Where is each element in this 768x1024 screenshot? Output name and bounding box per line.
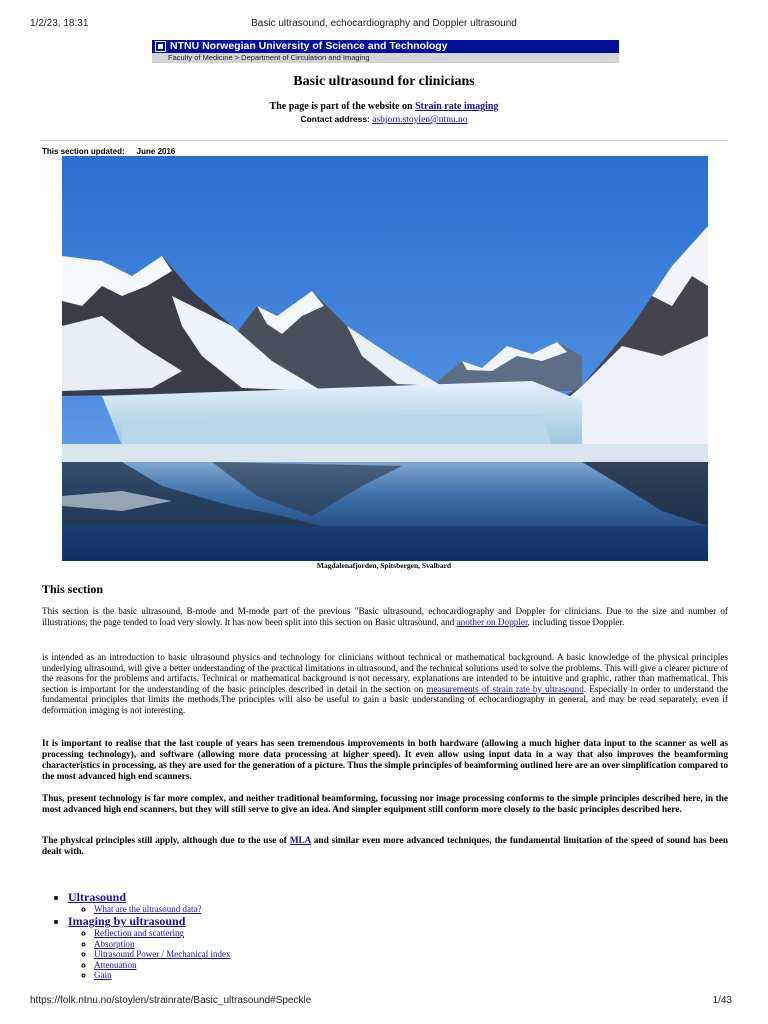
ntnu-logo-icon (155, 41, 166, 52)
mla-link[interactable]: MLA (289, 836, 311, 846)
toc-link-attenuation[interactable]: Attenuation (94, 959, 137, 970)
paragraph-5 (42, 836, 728, 858)
paragraph-1-text: This section is the basic ultrasound, B-mode and M-mode part of the previous "Basic ultrasound, echocardiography and Doppler for clinicians. Due to the size and number of illustrations, the page tended to load very slowly. It has now been split into this section on Basic ultrasound, and (42, 606, 728, 627)
breadcrumb-text: Faculty of Medicine > Department of Circulation and Imaging (168, 53, 370, 62)
toc-link-ultrasound[interactable]: Ultrasound (68, 890, 127, 904)
paragraph-2 (42, 652, 728, 716)
print-footer (0, 995, 768, 1009)
print-doc-title: Basic ultrasound, echocardiography and Doppler ultrasound (251, 18, 517, 29)
intro-line (0, 101, 768, 112)
toc-subitem (94, 960, 656, 970)
updated-value: June 2016 (136, 147, 176, 156)
paragraph-2-text: is intended as an introduction to basic ultrasound physics and technology for clinicians without technical or mathematical background. A basic knowledge of the physical principles underlying ultrasound, will give a better understanding of the practical limitations in ultrasound, and the technical solutions used to solve the problems. This will give a clearer picture of the reasons for the problems and artifacts. Technical or mathematical background is not necessary, explanations are intended to be intuitive and graphic, rather than mathematical. This section is important for the understanding of the basic principles described in detail in the section on (42, 652, 728, 694)
print-header (0, 18, 768, 32)
updated-label: This section updated: (42, 147, 125, 156)
contact-label: Contact address: (300, 114, 373, 124)
contact-line (0, 114, 768, 125)
intro-text: The page is part of the website on (269, 101, 416, 112)
toc-item-imaging (68, 914, 656, 980)
table-of-contents (56, 890, 656, 980)
section-heading: This section (42, 582, 104, 596)
ntnu-banner (152, 40, 619, 53)
print-page-number: 1/43 (712, 995, 732, 1006)
photo-caption: Magdalenafjorden, Spitsbergen, Svalbard (316, 561, 452, 570)
section-updated (42, 147, 175, 156)
toc-subitem (94, 928, 656, 938)
paragraph-5-text: The physical principles still apply, although due to the use of (42, 836, 290, 846)
toc-subitem (94, 939, 656, 949)
toc-link-ultrasound-data[interactable]: What are the ultrasound data? (94, 904, 202, 914)
toc-subitem (94, 949, 656, 959)
toc-link-reflection[interactable]: Reflection and scattering (94, 928, 184, 939)
page-title: Basic ultrasound for clinicians (293, 74, 475, 89)
toc-link-gain[interactable]: Gain (94, 970, 112, 981)
toc-link-absorption[interactable]: Absorption (94, 938, 135, 949)
paragraph-1-text-end: , including tissue Doppler. (527, 616, 625, 627)
fjord-photo (62, 156, 708, 561)
toc-item-ultrasound (68, 890, 656, 914)
paragraph-5-text-end: and similar even more advanced techniques, the fundamental limitation of the speed of sound has been dealt with. (42, 836, 729, 857)
strain-rate-measurements-link[interactable]: measurements of strain rate by ultrasound (426, 683, 584, 694)
toc-subitem (94, 904, 656, 914)
toc-link-imaging[interactable]: Imaging by ultrasound (68, 914, 186, 929)
print-datetime: 1/2/23, 18:31 (30, 18, 89, 29)
paragraph-1 (42, 606, 728, 627)
toc-subitem (94, 970, 656, 980)
toc-link-power[interactable]: Ultrasound Power / Mechanical index (94, 949, 231, 960)
banner-title: NTNU Norwegian University of Science and Technology (170, 40, 448, 52)
doppler-link[interactable]: another on Doppler (456, 616, 528, 627)
strain-rate-link[interactable]: Strain rate imaging (415, 101, 499, 112)
contact-email-link[interactable]: asbjorn.stoylen@ntnu.no (372, 115, 468, 125)
paragraph-4: Thus, present technology is far more complex, and neither traditional beamforming, focussing nor image processing conforms to the simple principles described here, in the most advanced high end scanners, but they will still serve to give an idea. And simpler equipment still conform more closely to the basic principles described here. (42, 794, 728, 815)
print-url: https://folk.ntnu.no/stoylen/strainrate/Basic_ultrasound#Speckle (30, 995, 312, 1006)
divider (40, 140, 728, 141)
paragraph-2-text-end: . Especially in order to understand the fundamental principles that limits the methods.The principles will also be useful to gain a basic understanding of echocardiography in general, and may be read separately, even if deformation imaging is not interesting. (42, 683, 729, 715)
banner-breadcrumb (152, 53, 619, 63)
paragraph-3: It is important to realise that the last couple of years has seen tremendous improvements in both hardware (allowing a much higher data input to the scanner as well as processing technology), and software (allowing more data processing at higher speed). It even allow using input data in a way that also improves the beamforming characteristics in processing, as they are used for the generation of a picture. Thus the simple principles of beamforming outlined here are an over simplification compared to the most advanced high end scanners. (42, 739, 728, 782)
